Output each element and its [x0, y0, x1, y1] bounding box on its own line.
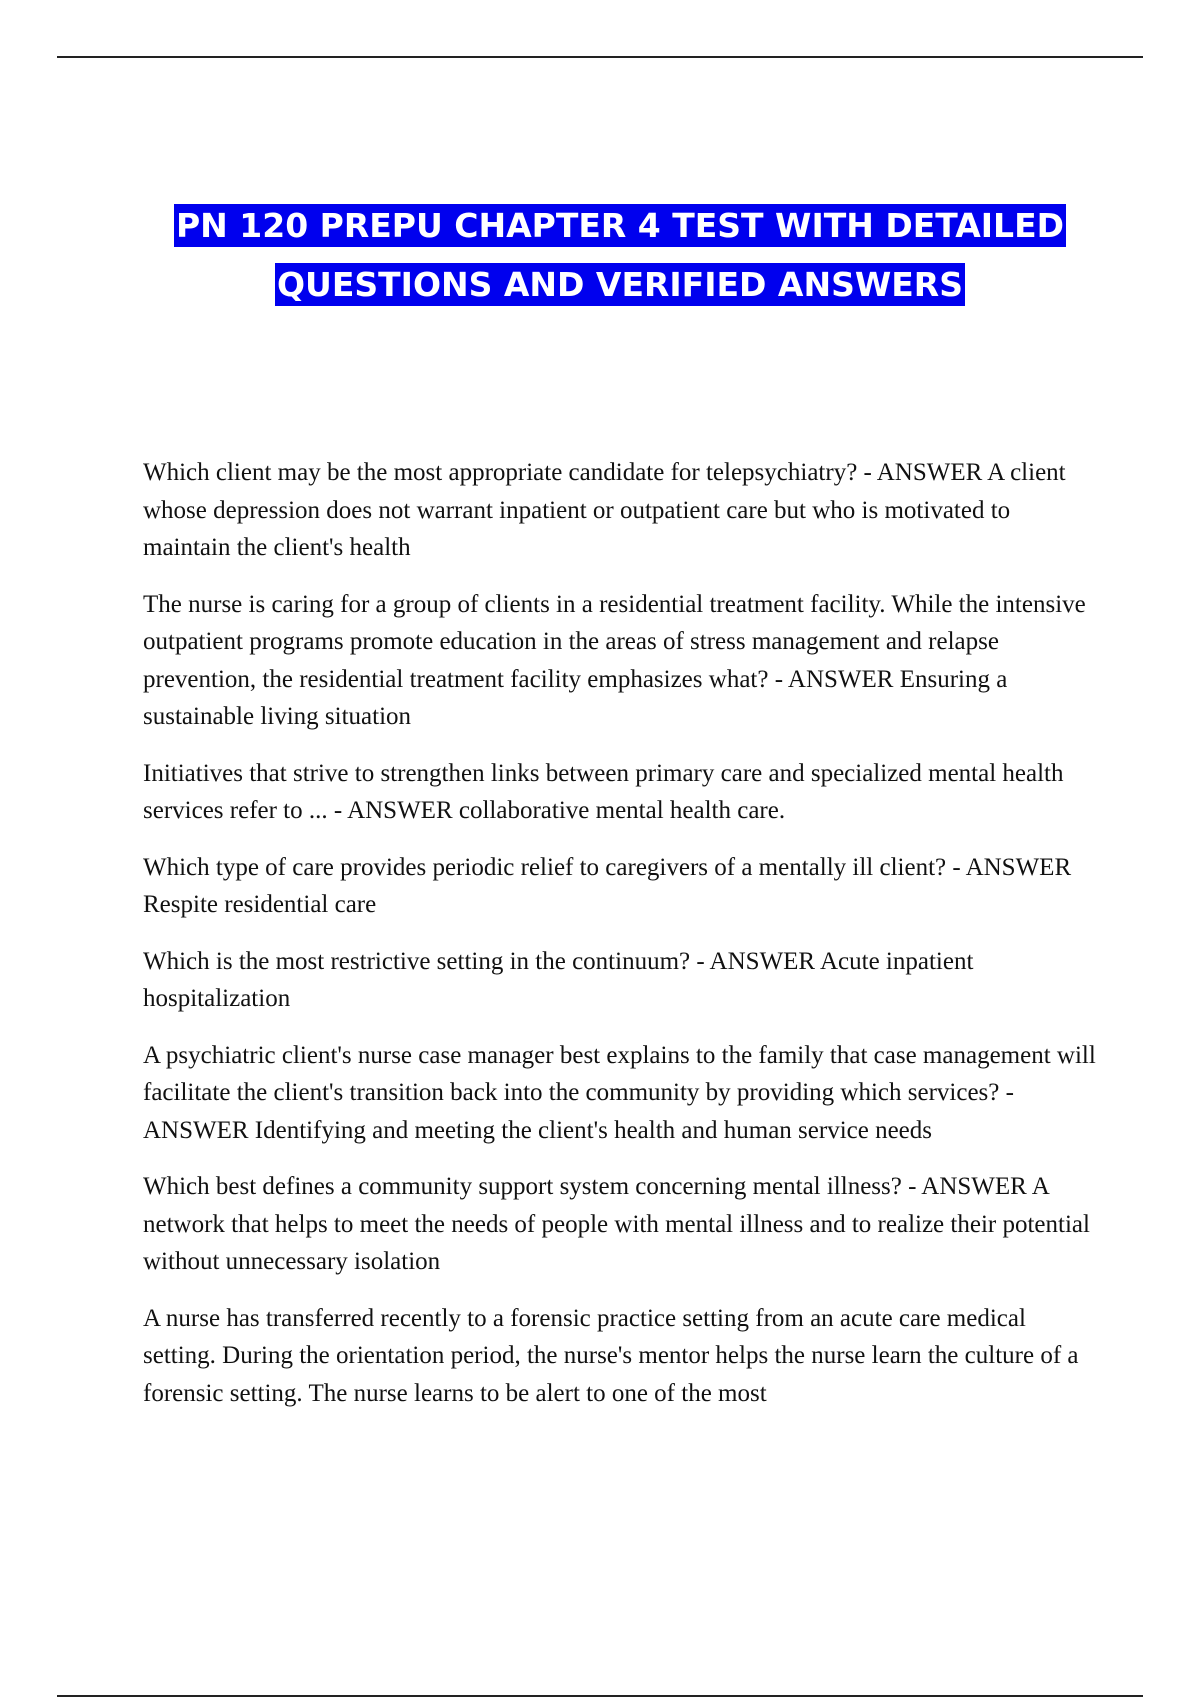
document-title [140, 196, 1100, 314]
qa-item: A nurse has transferred recently to a forensic practice setting from an acute care medical setting. During the orientation period, the nurse's mentor helps the nurse learn the culture of a forensic setting. The nurse learns to be alert to one of the most [143, 1304, 1079, 1407]
top-rule [57, 56, 1143, 58]
document-title-text: PN 120 PREPU CHAPTER 4 TEST WITH DETAILED QUESTIONS AND VERIFIED ANSWERS [175, 206, 1065, 304]
qa-list [143, 454, 1103, 1431]
qa-item: A psychiatric client's nurse case manager best explains to the family that case management will facilitate the client's transition back into the community by providing which services? - ANSWER Identifying and meeting the client's health and human service needs [143, 1041, 1096, 1144]
qa-item: The nurse is caring for a group of clients in a residential treatment facility. While the intensive outpatient programs promote education in the areas of stress management and relapse prevention, the residential treatment facility emphasizes what? - ANSWER Ensuring a sustainable living situation [143, 590, 1086, 730]
bottom-rule [57, 1695, 1143, 1697]
qa-item: Initiatives that strive to strengthen links between primary care and specialized mental health services refer to ... - ANSWER collaborative mental health care. [143, 759, 1064, 824]
qa-item: Which type of care provides periodic relief to caregivers of a mentally ill client? - ANSWER Respite residential care [143, 853, 1072, 918]
qa-item: Which best defines a community support system concerning mental illness? - ANSWER A network that helps to meet the needs of people with mental illness and to realize their potential without unnecessary isolation [143, 1173, 1090, 1275]
qa-item: Which client may be the most appropriate candidate for telepsychiatry? - ANSWER A client whose depression does not warrant inpatient or outpatient care but who is motivated to maintain the client's health [143, 459, 1066, 561]
qa-item: Which is the most restrictive setting in the continuum? - ANSWER Acute inpatient hospitalization [143, 947, 974, 1012]
